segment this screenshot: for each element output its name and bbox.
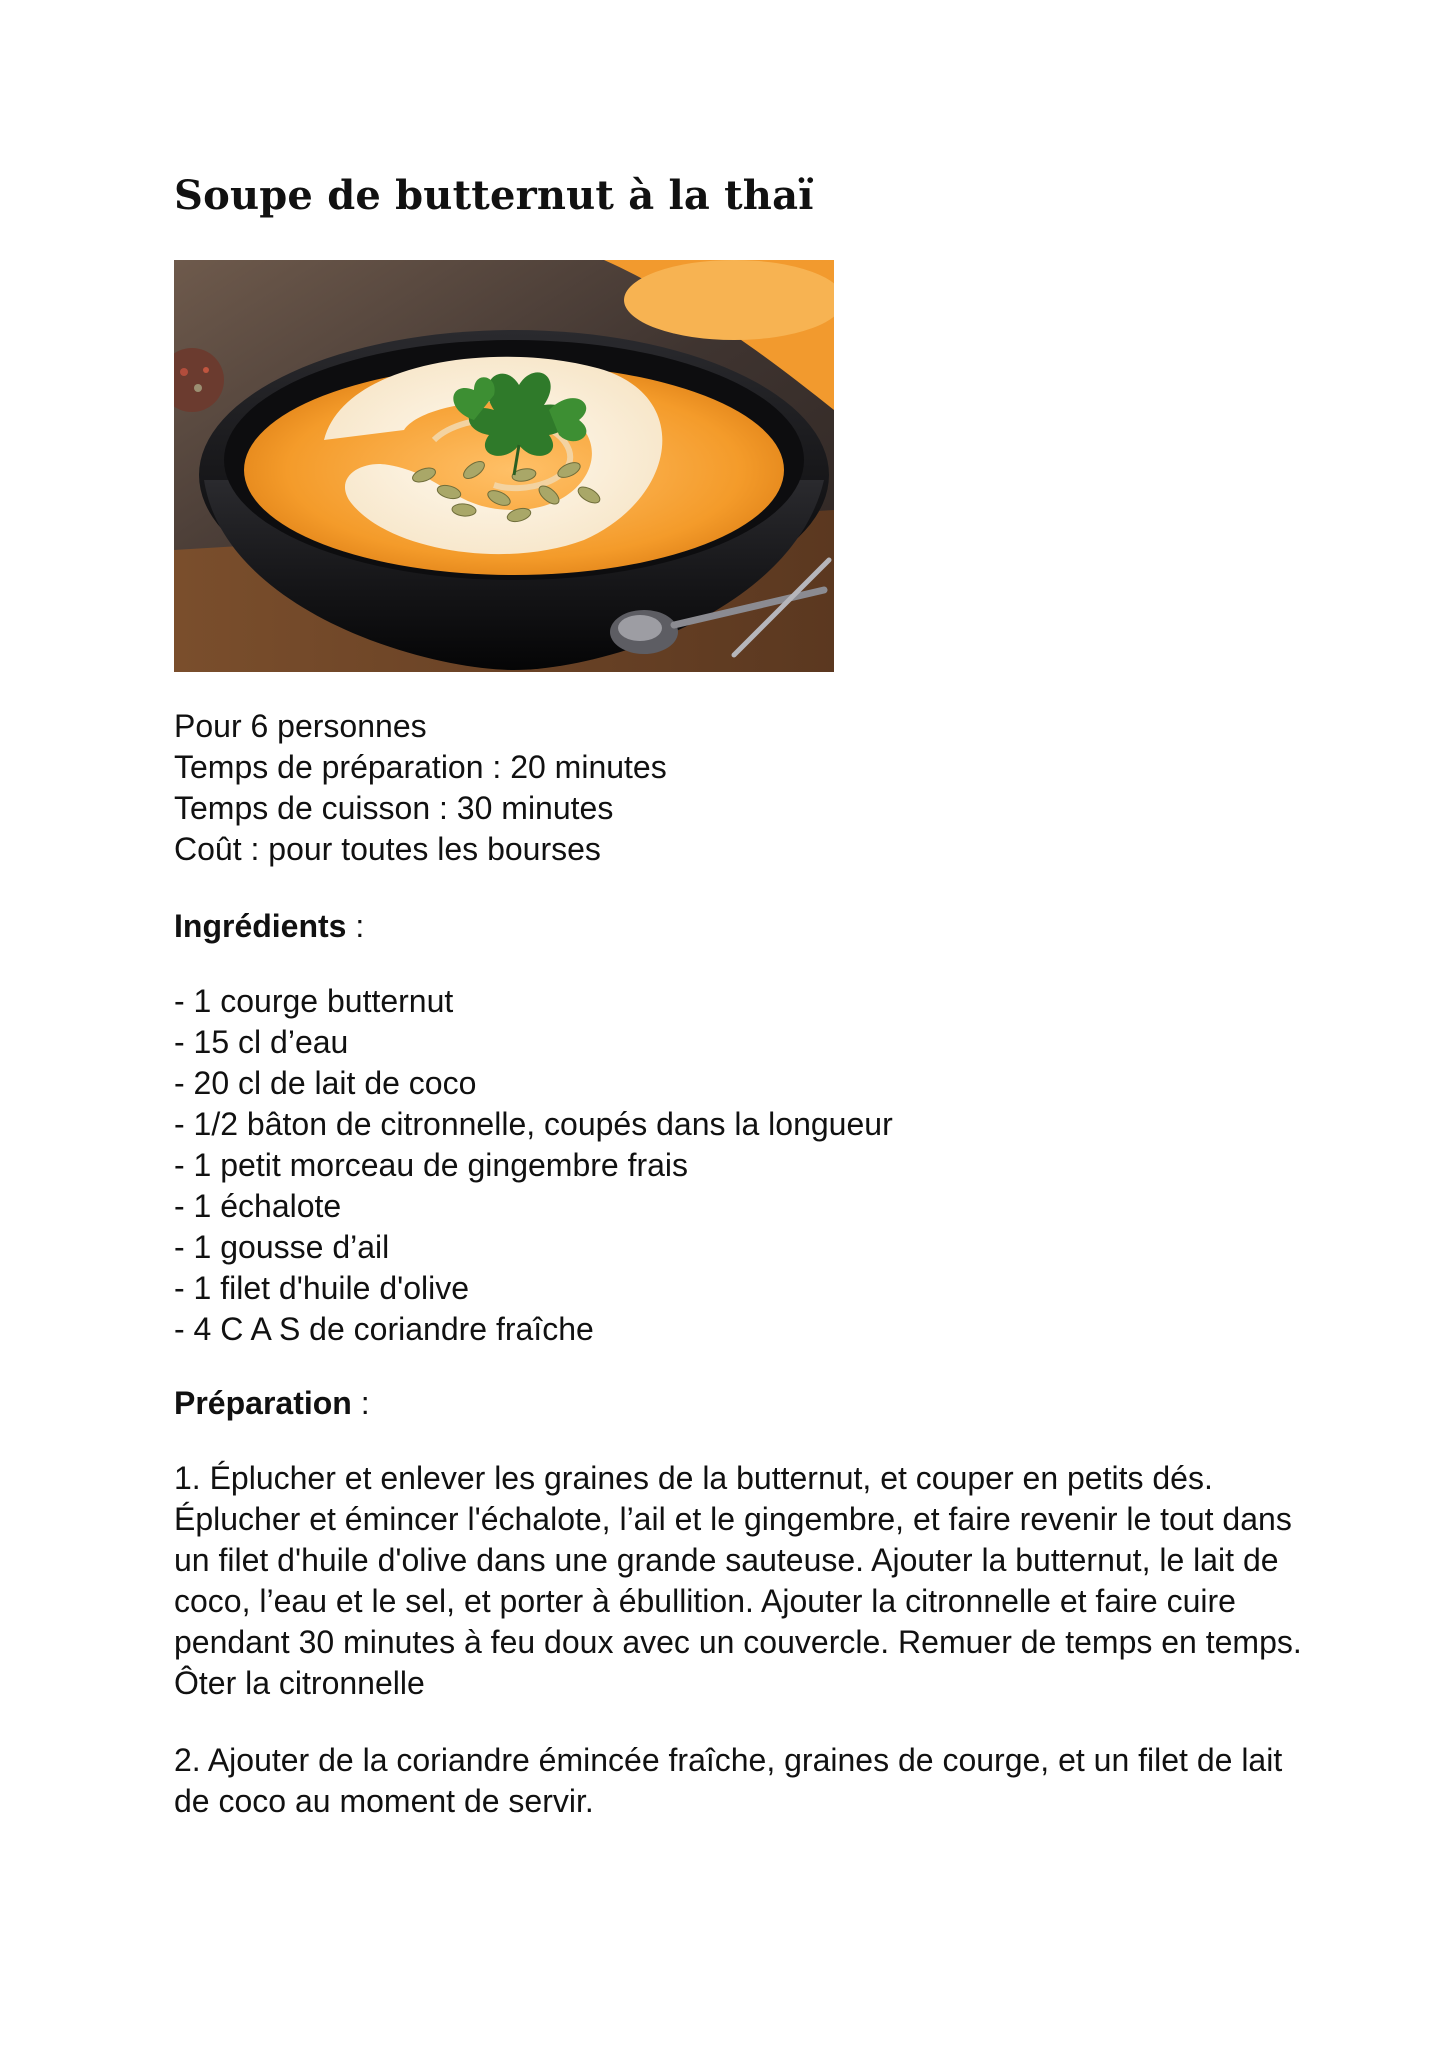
- step-2: [174, 1740, 1304, 1822]
- ingredients-heading-label: Ingrédients: [174, 908, 347, 944]
- list-item: - 1/2 bâton de citronnelle, coupés dans la longueur: [174, 1106, 893, 1142]
- list-item: - 1 gousse d’ail: [174, 1229, 390, 1265]
- prep-time: Temps de préparation : 20 minutes: [174, 749, 667, 785]
- list-item: - 1 filet d'huile d'olive: [174, 1270, 470, 1306]
- list-item: - 1 échalote: [174, 1188, 342, 1224]
- ingredients-heading: [174, 906, 364, 947]
- list-item: - 4 C A S de coriandre fraîche: [174, 1311, 594, 1347]
- list-item: - 15 cl d’eau: [174, 1024, 349, 1060]
- cook-time: Temps de cuisson : 30 minutes: [174, 790, 614, 826]
- step-text: 1. Éplucher et enlever les graines de la butternut, et couper en petits dés. Éplucher et émincer l'échalote, l’ail et le gingembre, et faire revenir le tout dans un filet d'huile d'olive dans une grande sauteuse. Ajouter la butternut, le lait de coco, l’eau et le sel, et porter à ébullition. Ajouter la citronnelle et faire cuire pendant 30 minutes à feu doux avec un couvercle. Remuer de temps en temps. Ôter la citronnelle: [174, 1460, 1302, 1701]
- preparation-heading-label: Préparation: [174, 1385, 352, 1421]
- list-item: - 20 cl de lait de coco: [174, 1065, 477, 1101]
- heading-colon: :: [351, 1385, 370, 1421]
- list-item: - 1 courge butternut: [174, 983, 454, 1019]
- ingredients-list: [174, 981, 893, 1350]
- soup-bowl-photo: [174, 260, 834, 672]
- recipe-title: Soupe de butternut à la thaï: [174, 172, 814, 219]
- heading-colon: :: [346, 908, 365, 944]
- step-text: 2. Ajouter de la coriandre émincée fraîche, graines de courge, et un filet de lait de coco au moment de servir.: [174, 1742, 1283, 1819]
- recipe-meta: [174, 706, 667, 870]
- list-item: - 1 petit morceau de gingembre frais: [174, 1147, 689, 1183]
- step-1: [174, 1458, 1304, 1704]
- servings: Pour 6 personnes: [174, 708, 427, 744]
- cost: Coût : pour toutes les bourses: [174, 831, 601, 867]
- preparation-heading: [174, 1383, 370, 1424]
